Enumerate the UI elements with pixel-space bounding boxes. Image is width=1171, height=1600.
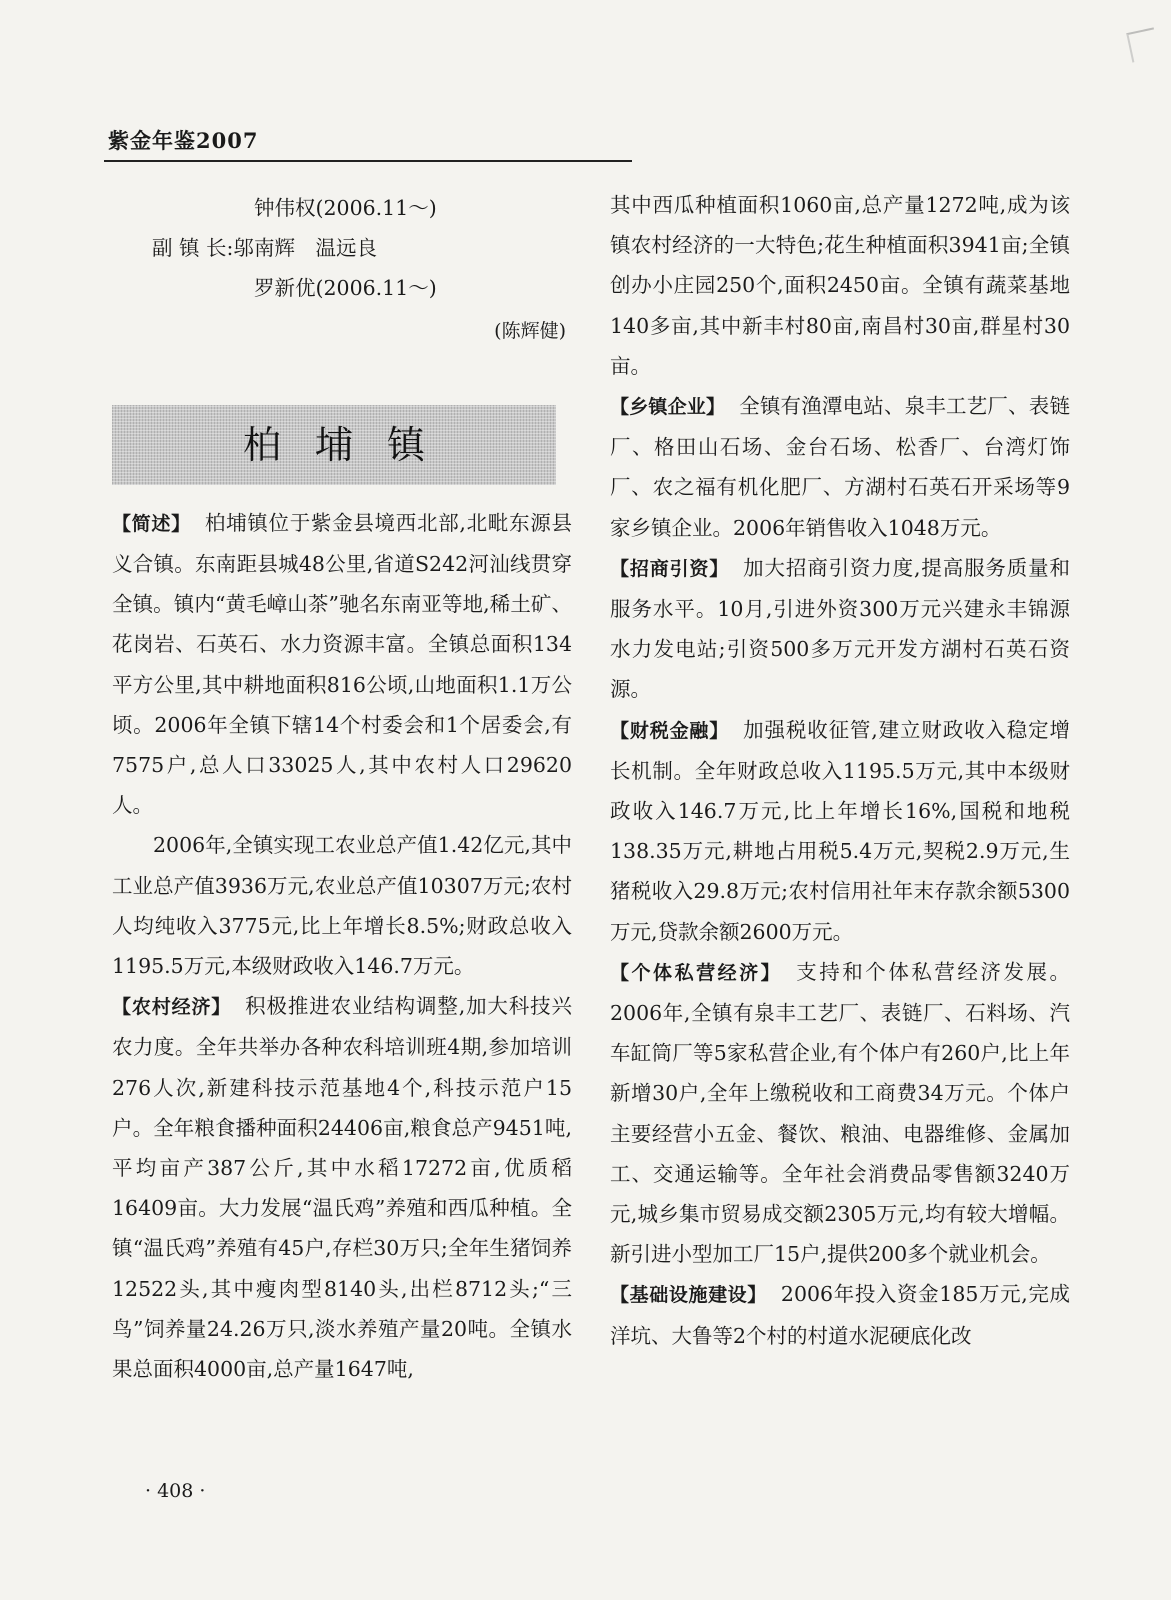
para-summary: 2006年,全镇实现工农业总产值1.42亿元,其中工业总产值3936万元,农业总产值10307万元;农村人均纯收入3775元,比上年增长8.5%;财政总收入1195.5万元,本级财政收入146.7万元。 [112, 833, 572, 979]
para-geti [610, 952, 1070, 1275]
text-jichu: 2006年投入资金185万元,完成洋坑、大鲁等2个村的村道水泥硬底化改 [610, 1282, 1070, 1348]
running-header: 紫金年鉴2007 [108, 128, 259, 153]
text-zhaoshang: 加大招商引资力度,提高服务质量和服务水平。10月,引进外资300万元兴建永丰锦源水力发电站;引资500多万元开发方湖村石英石资源。 [610, 555, 1070, 702]
para-jianshu [112, 503, 572, 826]
text-caishui: 加强税收征管,建立财政收入稳定增长机制。全年财政总收入1195.5万元,其中本级财政收入146.7万元,比上年增长16%,国税和地税138.35万元,耕地占用税5.4万元,契税2.9万元,生猪税收入29.8万元;农村信用社年末存款余额5300万元,贷款余额2600万元。 [610, 717, 1070, 944]
heading-jichu: 【基础设施建设】 [610, 1284, 767, 1307]
left-column [112, 188, 572, 1389]
para-qiye [610, 386, 1070, 548]
page-number: · 408 · [145, 1480, 206, 1502]
para-nongcun [112, 986, 572, 1389]
author-credit: (陈辉健) [494, 319, 566, 342]
heading-nongcun: 【农村经济】 [112, 996, 232, 1019]
para-jichu [610, 1274, 1070, 1355]
official-line-1: 钟伟权(2006.11～) [254, 196, 437, 220]
officials-list [112, 188, 572, 351]
heading-zhaoshang: 【招商引资】 [610, 557, 730, 580]
text-qiye: 全镇有渔潭电站、泉丰工艺厂、表链厂、格田山石场、金台石场、松香厂、台湾灯饰厂、农之福有机化肥厂、方湖村石英石开采场等9家乡镇企业。2006年销售收入1048万元。 [610, 394, 1070, 540]
official-line-2: 副 镇 长:邬南辉 温远良 [152, 236, 377, 261]
section-banner [112, 405, 556, 485]
text-geti: 支持和个体私营经济发展。2006年,全镇有泉丰工艺厂、表链厂、石料场、汽车缸筒厂等5家私营企业,有个体户有260户,比上年新增30户,全年上缴税收和工商费34万元。个体户主要经营小五金、餐饮、粮油、电器维修、金属加工、交通运输等。全年社会消费品零售额3240万元,城乡集市贸易成交额2305万元,均有较大增幅。新引进小型加工厂15户,提供200多个就业机会。 [610, 959, 1070, 1267]
section-title: 柏埔镇 [242, 422, 459, 467]
para-continued: 其中西瓜种植面积1060亩,总产量1272吨,成为该镇农村经济的一大特色;花生种植面积3941亩;全镇创办小庄园250个,面积2450亩。全镇有蔬菜基地140多亩,其中新丰村80亩,南昌村30亩,群星村30亩。 [610, 193, 1070, 378]
para-caishui [610, 710, 1070, 952]
heading-caishui: 【财税金融】 [610, 719, 730, 742]
para-zhaoshang [610, 548, 1070, 710]
scan-corner-mark [1126, 27, 1160, 62]
heading-geti: 【个体私营经济】 [610, 961, 783, 984]
header-rule [104, 160, 632, 162]
text-jianshu: 柏埔镇位于紫金县境西北部,北毗东源县义合镇。东南距县城48公里,省道S242河汕线贯穿全镇。镇内“黄毛嶂山茶”驰名东南亚等地,稀土矿、花岗岩、石英石、水力资源丰富。全镇总面积134平方公里,其中耕地面积816公顷,山地面积1.1万公顷。2006年全镇下辖14个村委会和1个居委会,有7575户,总人口33025人,其中农村人口29620人。 [112, 510, 572, 818]
text-nongcun: 积极推进农业结构调整,加大科技兴农力度。全年共举办各种农科培训班4期,参加培训276人次,新建科技示范基地4个,科技示范户15户。全年粮食播种面积24406亩,粮食总产9451吨,平均亩产387公斤,其中水稻17272亩,优质稻16409亩。大力发展“温氏鸡”养殖和西瓜种植。全镇“温氏鸡”养殖有45户,存栏30万只;全年生猪饲养12522头,其中瘦肉型8140头,出栏8712头;“三鸟”饲养量24.26万只,淡水养殖产量20吨。全镇水果总面积4000亩,总产量1647吨, [112, 994, 572, 1382]
heading-jianshu: 【简述】 [112, 512, 191, 535]
heading-qiye: 【乡镇企业】 [610, 396, 726, 419]
right-column [610, 185, 1070, 1356]
official-line-3: 罗新优(2006.11～) [254, 276, 437, 301]
